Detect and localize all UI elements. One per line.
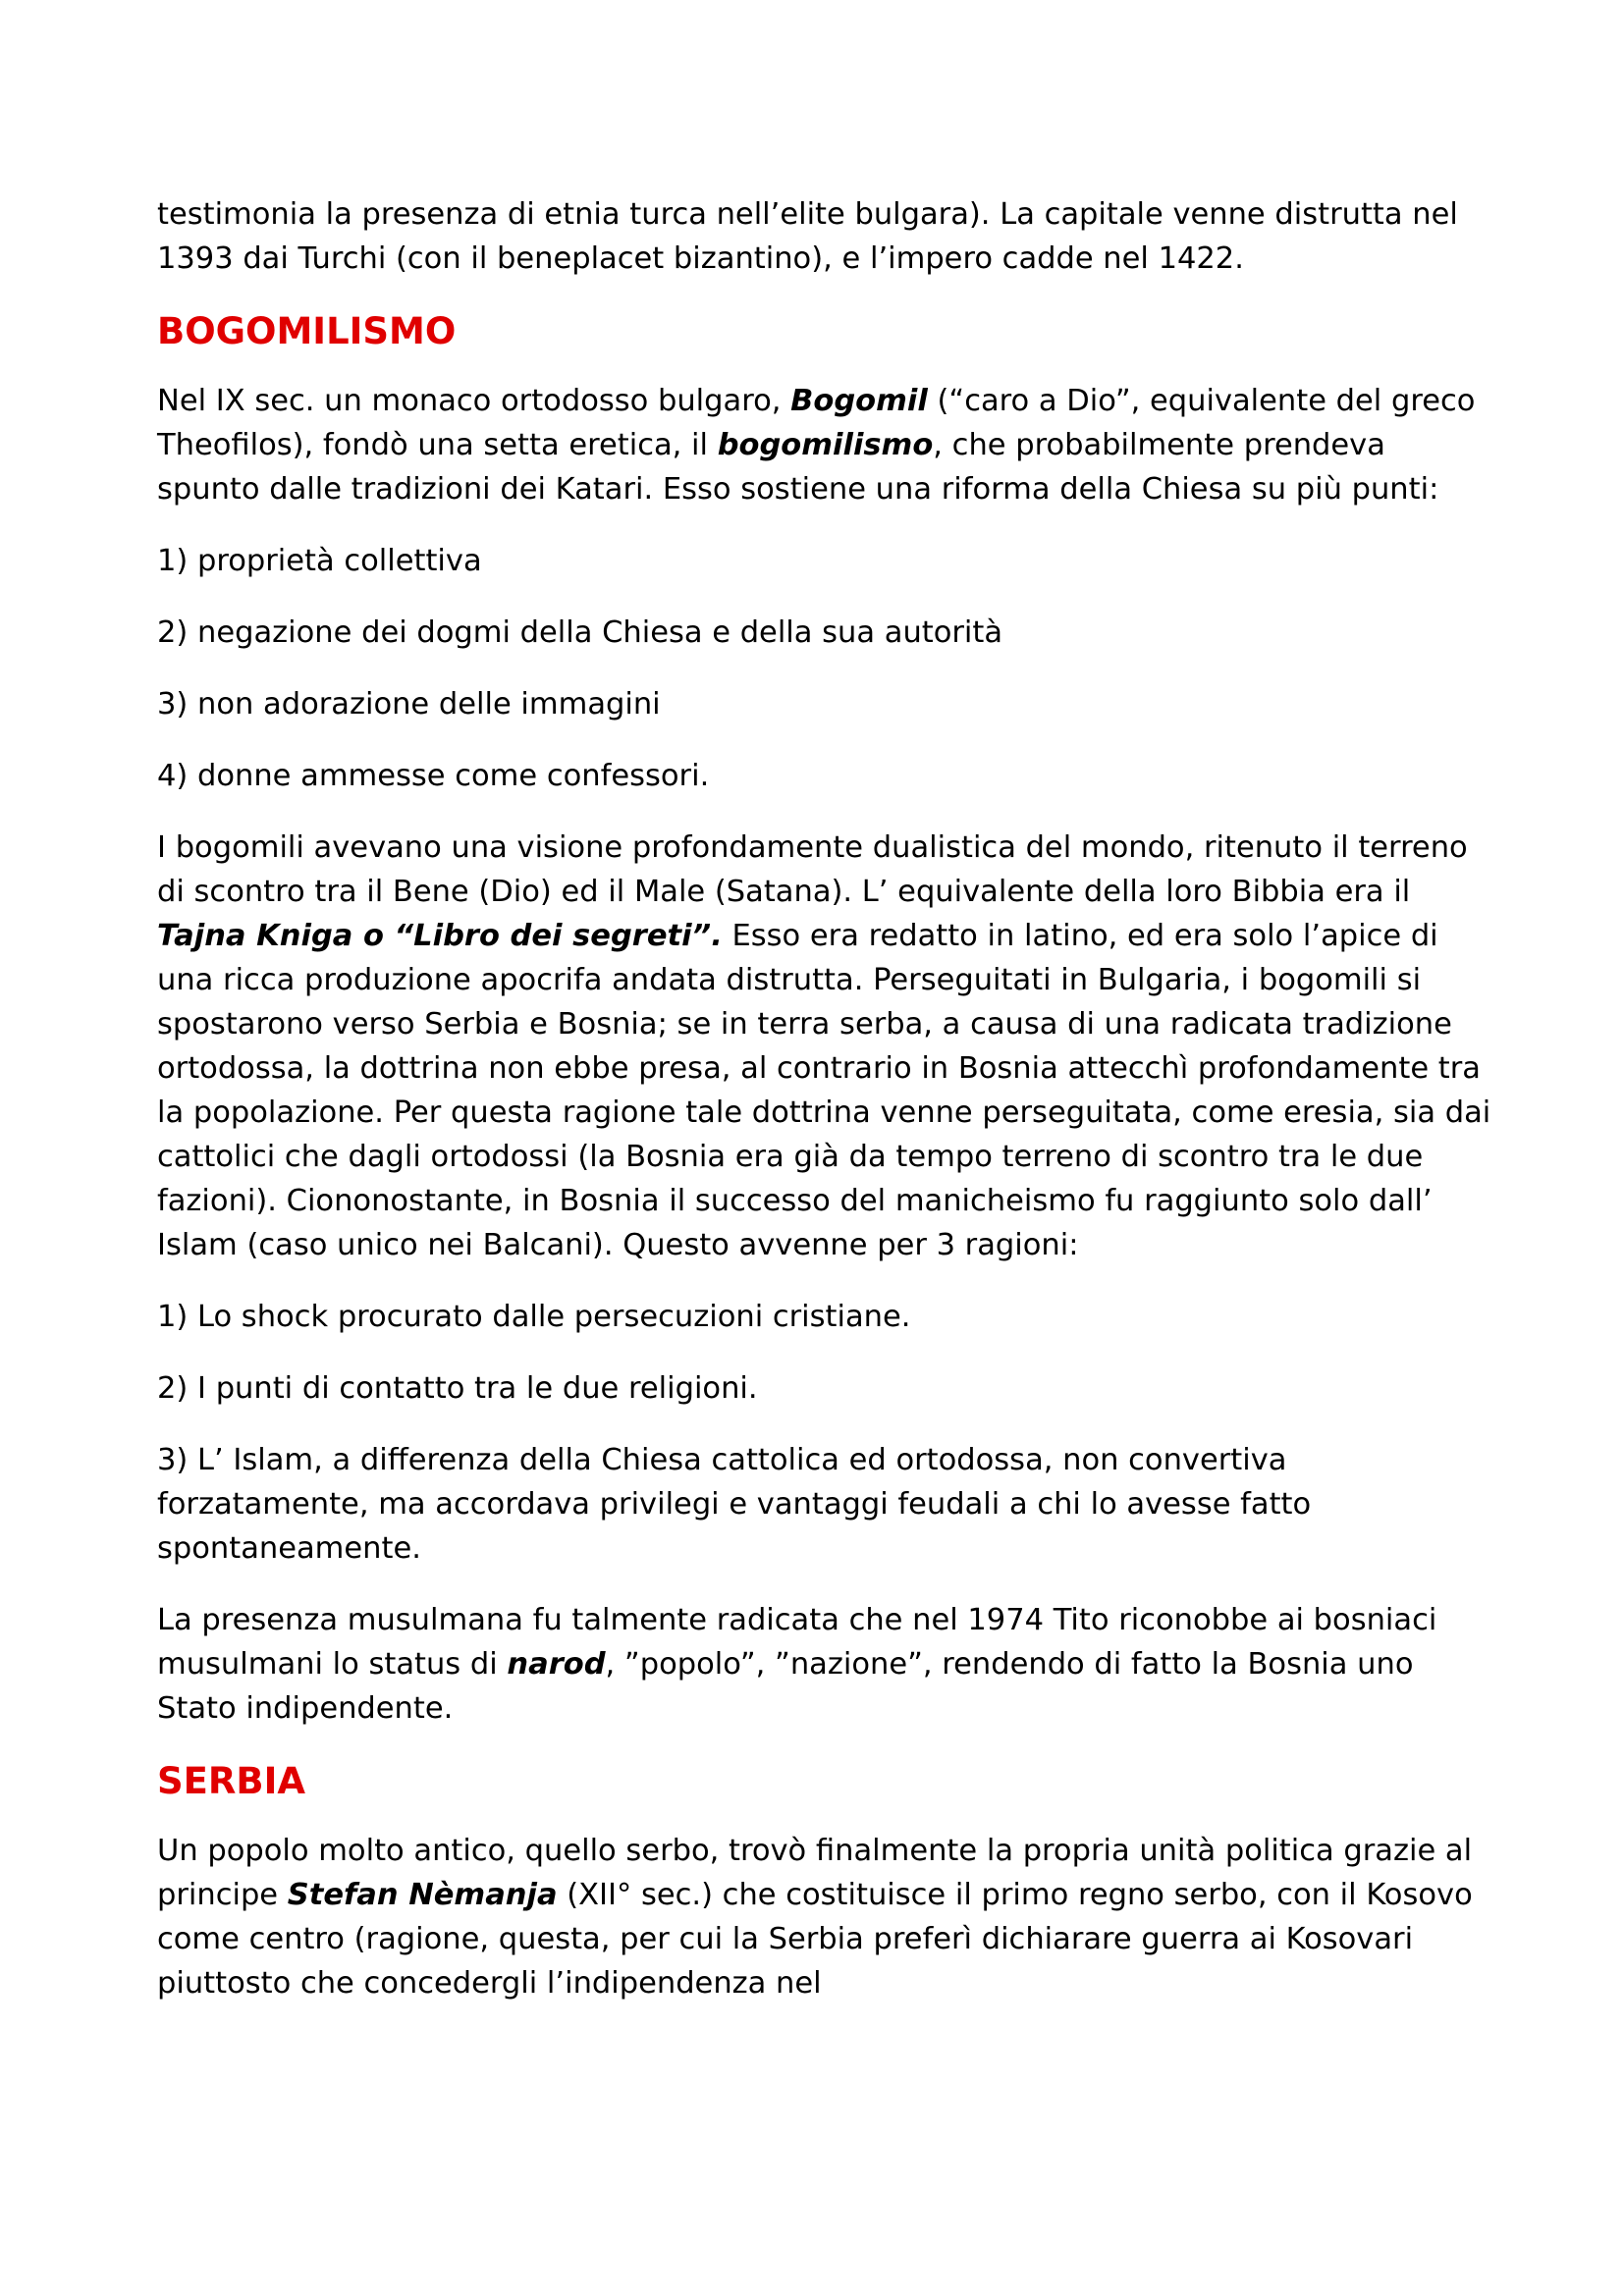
serbia-paragraph-1 xyxy=(157,1829,1492,2005)
text-run: (“caro a Dio”, equivalente del greco Theofilos), fondò una setta eretica, il xyxy=(157,384,1476,462)
text-run: Esso era redatto in latino, ed era solo l’apice di una ricca produzione apocrifa andata distrutta. Perseguitati in Bulgaria, i bogomili si spostarono verso Serbia e Bosnia; se in terra serba, a causa di una radicata tradizione ortodossa, la dottrina non ebbe presa, al contrario in Bosnia attecchì profondamente tra la popolazione. Per questa ragione tale dottrina venne perseguitata, come eresia, sia dai cattolici che dagli ortodossi (la Bosnia era già da tempo terreno di scontro tra le due fazioni). Ciononostante, in Bosnia il successo del manicheismo fu raggiunto solo dall’ Islam (caso unico nei Balcani). Questo avvenne per 3 ragioni: xyxy=(157,919,1491,1262)
list-item-point-1: 1) proprietà collettiva xyxy=(157,544,482,578)
bogomilismo-heading: BOGOMILISMO xyxy=(157,310,457,352)
text-run: I bogomili avevano una visione profondamente dualistica del mondo, ritenuto il terreno di scontro tra il Bene (Dio) ed il Male (Satana). L’ equivalente della loro Bibbia era il xyxy=(157,830,1468,909)
emphasis-stefan-nemanja: Stefan Nèmanja xyxy=(287,1878,558,1912)
list-item-reason-2: 2) I punti di contatto tra le due religioni. xyxy=(157,1371,758,1406)
text-run: La presenza musulmana fu talmente radicata che nel 1974 Tito riconobbe ai bosniaci musulmani lo status di xyxy=(157,1603,1437,1682)
bogomilismo-paragraph-2 xyxy=(157,826,1492,1267)
emphasis-bogomilismo: bogomilismo xyxy=(717,428,934,462)
list-item-point-3: 3) non adorazione delle immagini xyxy=(157,687,661,721)
document-page xyxy=(157,192,1492,2033)
list-item-point-4: 4) donne ammesse come confessori. xyxy=(157,759,710,793)
emphasis-tajna-kniga: Tajna Kniga o “Libro dei segreti”. xyxy=(157,919,723,953)
list-item-reason-1: 1) Lo shock procurato dalle persecuzioni cristiane. xyxy=(157,1300,911,1334)
text-run: , che probabilmente prendeva spunto dalle tradizioni dei Katari. Esso sostiene una riforma della Chiesa su più punti: xyxy=(157,428,1439,507)
bogomilismo-paragraph-3 xyxy=(157,1598,1492,1731)
bogomilismo-paragraph-1 xyxy=(157,379,1492,511)
text-run: (XII° sec.) che costituisce il primo regno serbo, con il Kosovo come centro (ragione, questa, per cui la Serbia preferì dichiarare guerra ai Kosovari piuttosto che concedergli l’indipendenza nel xyxy=(157,1878,1473,2001)
text-run: , ”popolo”, ”nazione”, rendendo di fatto la Bosnia uno Stato indipendente. xyxy=(157,1647,1414,1726)
list-item-point-2: 2) negazione dei dogmi della Chiesa e della sua autorità xyxy=(157,615,1003,650)
emphasis-bogomil: Bogomil xyxy=(790,384,928,418)
list-item-reason-3: 3) L’ Islam, a differenza della Chiesa cattolica ed ortodossa, non convertiva forzatamente, ma accordava privilegi e vantaggi feudali a chi lo avesse fatto spontaneamente. xyxy=(157,1443,1312,1566)
serbia-heading: SERBIA xyxy=(157,1760,306,1802)
intro-paragraph: testimonia la presenza di etnia turca nell’elite bulgara). La capitale venne distrutta nel 1393 dai Turchi (con il beneplacet bizantino), e l’impero cadde nel 1422. xyxy=(157,197,1458,276)
text-run: Un popolo molto antico, quello serbo, trovò finalmente la propria unità politica grazie al principe xyxy=(157,1834,1473,1912)
emphasis-narod: narod xyxy=(507,1647,606,1682)
text-run: Nel IX sec. un monaco ortodosso bulgaro, xyxy=(157,384,791,418)
